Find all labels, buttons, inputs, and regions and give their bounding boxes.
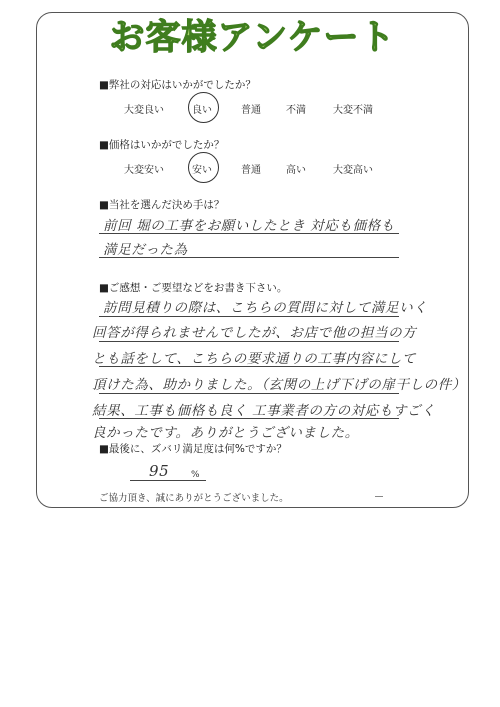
satisfaction-rule xyxy=(130,480,206,481)
option-service-2: 良い xyxy=(192,105,212,116)
option-service-1: 大変良い xyxy=(124,105,164,116)
option-price-2: 安い xyxy=(192,165,212,176)
option-price-5: 大変高い xyxy=(333,165,373,176)
answer-rule xyxy=(99,418,399,419)
question-comments: ■ご感想・ご要望などをお書き下さい。 xyxy=(99,282,288,294)
question-deciding-factor: ■当社を選んだ決め手は？ xyxy=(99,199,225,211)
option-price-3: 普通 xyxy=(241,165,261,176)
answer-rule xyxy=(99,393,399,394)
answer-rule xyxy=(99,341,399,342)
question-service: ■弊社の対応はいかがでしたか？ xyxy=(99,79,256,91)
comment-line-3: とも話をして、こちらの要求通りの工事内容にして xyxy=(92,351,417,367)
answer-rule xyxy=(99,257,399,258)
thank-you-note: ご協力頂き、誠にありがとうございました。 xyxy=(99,493,289,504)
option-service-4: 不満 xyxy=(286,105,306,116)
comment-line-1: 訪問見積りの際は、こちらの質問に対して満足いく xyxy=(103,300,428,316)
option-service-3: 普通 xyxy=(241,105,261,116)
options-price xyxy=(0,161,500,177)
question-satisfaction: ■最後に、ズバリ満足度は何%ですか？ xyxy=(99,443,287,455)
answer-rule xyxy=(99,366,399,367)
satisfaction-value: 95 xyxy=(149,462,170,480)
satisfaction-unit: % xyxy=(191,470,200,480)
option-price-4: 高い xyxy=(286,165,306,176)
question-price: ■価格はいかがでしたか？ xyxy=(99,139,225,151)
survey-title: お客様アンケート xyxy=(109,18,396,58)
comment-line-2: 回答が得られませんでしたが、お店で他の担当の方 xyxy=(92,325,417,341)
answer-deciding-line-1: 前回 堀の工事をお願いしたとき 対応も価格も xyxy=(103,218,395,234)
selected-mark-price xyxy=(188,152,219,183)
answer-rule xyxy=(99,316,399,317)
footer-mark xyxy=(375,496,383,497)
answer-rule xyxy=(99,233,399,234)
option-price-1: 大変安い xyxy=(124,165,164,176)
comment-line-4: 頂けた為、助かりました。（玄関の上げ下げの扉干しの件） xyxy=(92,377,466,393)
option-service-5: 大変不満 xyxy=(333,105,373,116)
selected-mark-service xyxy=(188,92,219,123)
comment-line-6: 良かったです。ありがとうございました。 xyxy=(92,425,359,441)
comment-line-5: 結果、工事も価格も良く 工事業者の方の対応もすごく xyxy=(92,403,436,419)
answer-deciding-line-2: 満足だった為 xyxy=(103,242,188,258)
options-service xyxy=(0,101,500,117)
